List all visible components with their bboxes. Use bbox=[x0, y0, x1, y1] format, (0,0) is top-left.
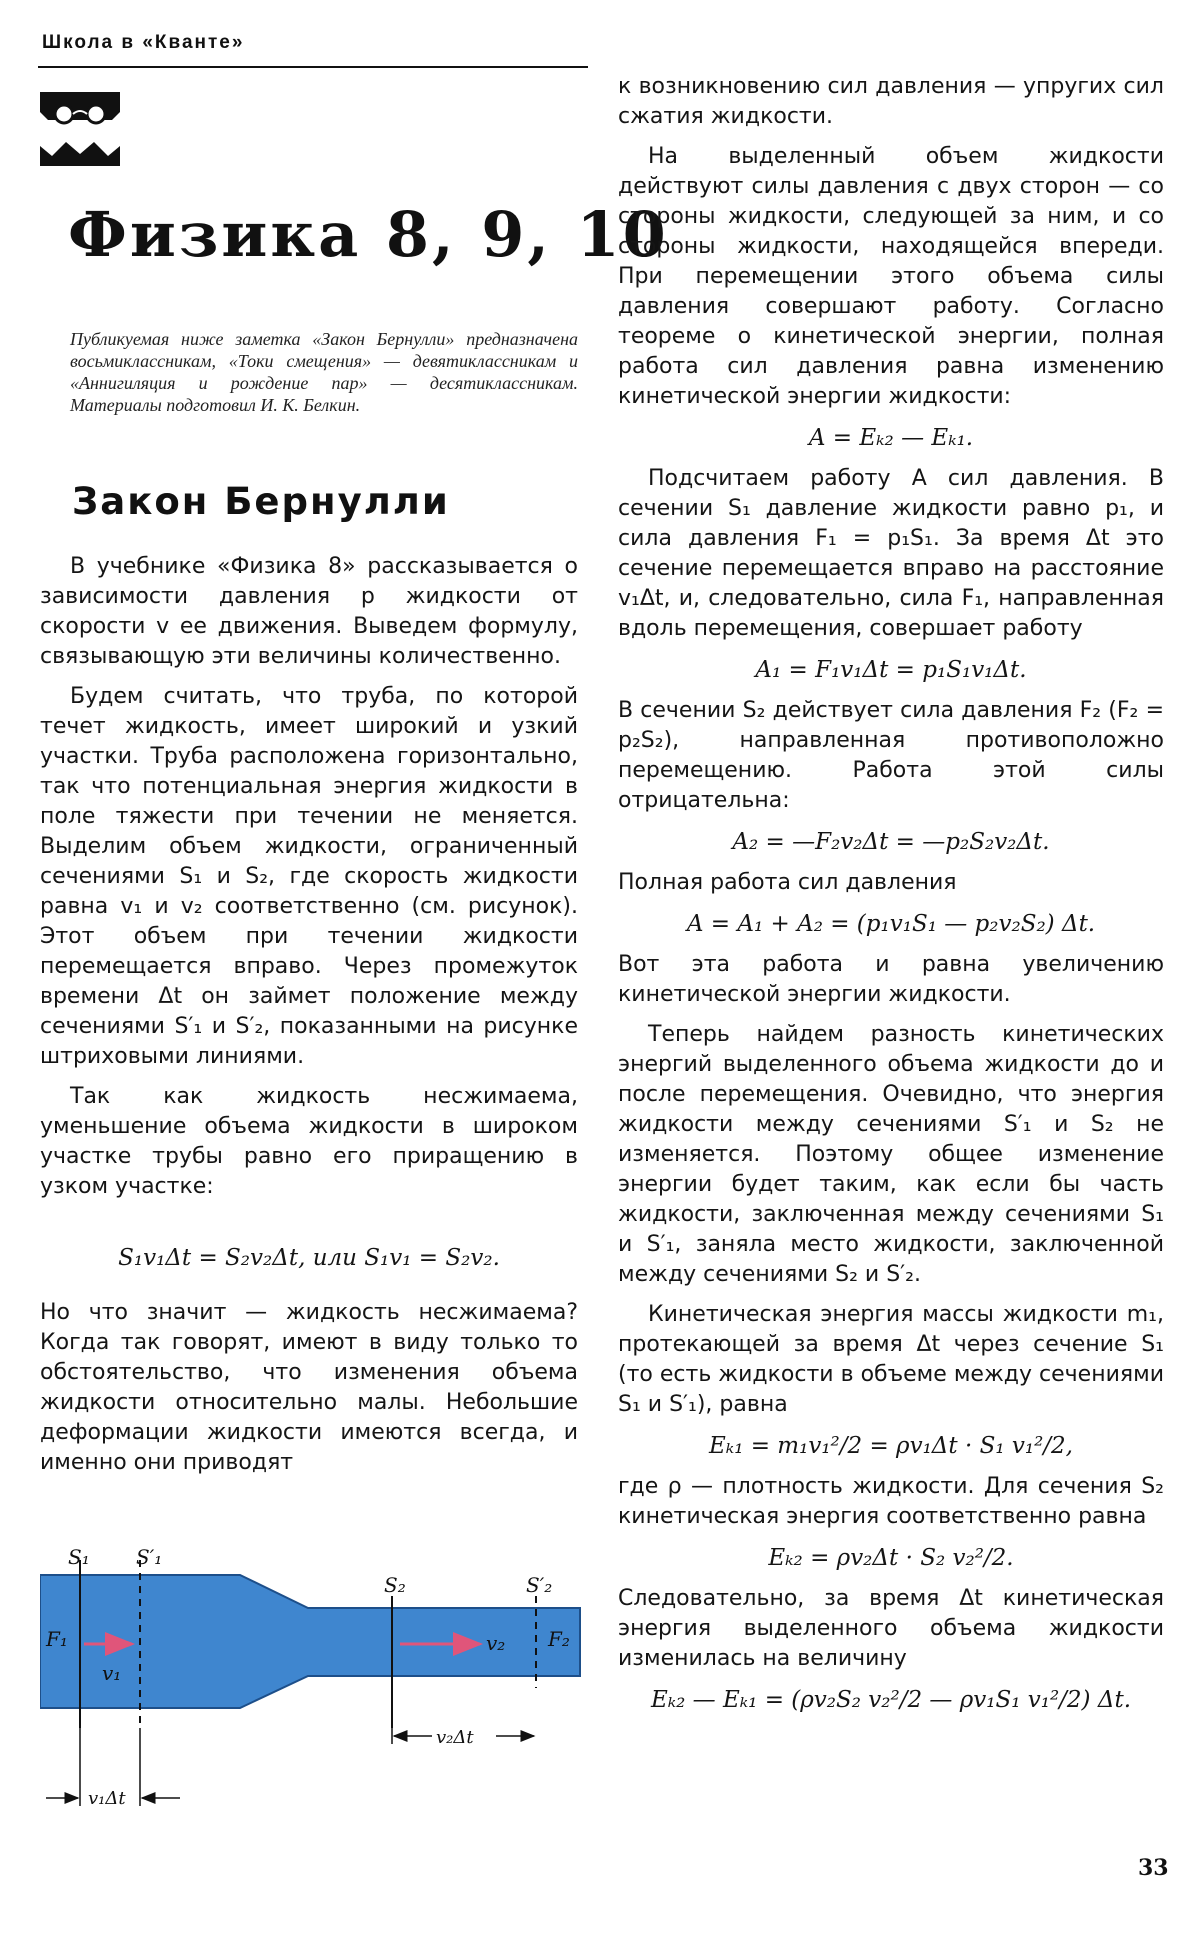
formula: Eₖ₁ = m₁v₁²/2 = ρv₁Δt · S₁ v₁²/2, bbox=[709, 1433, 1073, 1459]
label-v1dt: v₁Δt bbox=[88, 1788, 126, 1809]
glasses-logo-icon bbox=[40, 92, 120, 172]
intro-note: Публикуемая ниже заметка «Закон Бернулли» предназначена восьмиклассникам, «Токи смещения» — девятиклассникам и «Аннигиляция и рождение пар» — десятиклассникам. Материалы подготовил И. К. Белкин. bbox=[70, 329, 578, 415]
right-column bbox=[618, 72, 1164, 1726]
label-s2: S₂ bbox=[384, 1573, 406, 1597]
paragraph: Следовательно, за время Δt кинетическая энергия выделенного объема жидкости изменилась на величину bbox=[618, 1586, 1164, 1671]
section-title: Физика 8, 9, 10 bbox=[68, 198, 669, 271]
label-v2dt: v₂Δt bbox=[436, 1727, 474, 1748]
label-s1: S₁ bbox=[68, 1548, 90, 1569]
header-rule bbox=[38, 66, 588, 68]
paragraph: к возникновению сил давления — упругих сил сжатия жидкости. bbox=[618, 74, 1164, 129]
formula: A = Eₖ₂ — Eₖ₁. bbox=[808, 425, 974, 451]
page-number: 33 bbox=[1138, 1855, 1169, 1881]
bernoulli-pipe-diagram bbox=[40, 1548, 612, 1848]
paragraph: Полная работа сил давления bbox=[618, 870, 957, 895]
paragraph: Но что значит — жидкость несжимаема? Когда так говорят, имеют в виду только то обстоятельство, что изменения объема жидкости относительно малы. Небольшие деформации жидкости имеются всегда, и именно они приводят bbox=[40, 1300, 578, 1475]
paragraph: Теперь найдем разность кинетических энергий выделенного объема жидкости до и после перемещения. Очевидно, что энергия жидкости между сечениями S′₁ и S₂ не изменяется. Поэтому общее изменение энергии будет таким, как если бы часть жидкости, заключенная между сечениями S₁ и S′₁, заняла место жидкости, заключенной между сечениями S₂ и S′₂. bbox=[618, 1022, 1164, 1287]
paragraph: Кинетическая энергия массы жидкости m₁, протекающей за время Δt через сечение S₁ (то есть жидкости в объеме между сечениями S₁ и S′₁), равна bbox=[618, 1302, 1164, 1417]
label-f1: F₁ bbox=[46, 1627, 68, 1651]
paragraph: Так как жидкость несжимаема, уменьшение объема жидкости в широком участке трубы равно его приращению в узком участке: bbox=[40, 1084, 578, 1199]
label-v2: v₂ bbox=[486, 1631, 506, 1655]
running-header: Школа в «Кванте» bbox=[42, 32, 245, 53]
formula: A = A₁ + A₂ = (p₁v₁S₁ — p₂v₂S₂) Δt. bbox=[686, 911, 1096, 937]
label-s1-prime: S′₁ bbox=[136, 1548, 163, 1569]
paragraph: В сечении S₂ действует сила давления F₂ (F₂ = p₂S₂), направленная противоположно перемещению. Работа этой силы отрицательна: bbox=[618, 698, 1164, 813]
formula: A₂ = —F₂v₂Δt = —p₂S₂v₂Δt. bbox=[732, 829, 1050, 855]
label-v1: v₁ bbox=[102, 1661, 122, 1685]
formula: A₁ = F₁v₁Δt = p₁S₁v₁Δt. bbox=[755, 657, 1027, 683]
paragraph: Вот эта работа и равна увеличению кинетической энергии жидкости. bbox=[618, 952, 1164, 1007]
paragraph: Будем считать, что труба, по которой течет жидкость, имеет широкий и узкий участки. Труба расположена горизонтально, так что потенциальная энергия жидкости в поле тяжести при течении не меняется. Выделим объем жидкости, ограниченный сечениями S₁ и S₂, где скорость жидкости равна v₁ и v₂ соответственно (см. рисунок). Этот объем при течении жидкости перемещается вправо. Через промежуток времени Δt он займет положение между сечениями S′₁ и S′₂, показанными на рисунке штриховыми линиями. bbox=[40, 684, 578, 1069]
paragraph: Подсчитаем работу A сил давления. В сечении S₁ давление жидкости равно p₁, и сила давления F₁ = p₁S₁. За время Δt это сечение перемещается вправо на расстояние v₁Δt, и, следовательно, сила F₁, направленная вдоль перемещения, совершает работу bbox=[618, 466, 1164, 641]
formula: Eₖ₂ = ρv₂Δt · S₂ v₂²/2. bbox=[768, 1545, 1014, 1571]
article-title: Закон Бернулли bbox=[72, 480, 450, 523]
label-s2-prime: S′₂ bbox=[526, 1573, 553, 1597]
left-column bbox=[40, 552, 578, 1488]
formula: Eₖ₂ — Eₖ₁ = (ρv₂S₂ v₂²/2 — ρv₁S₁ v₁²/2) Δt. bbox=[650, 1687, 1132, 1713]
paragraph: В учебнике «Физика 8» рассказывается о зависимости давления p жидкости от скорости v ее движения. Выведем формулу, связывающую эти величины количественно. bbox=[40, 554, 578, 669]
paragraph: На выделенный объем жидкости действуют силы давления с двух сторон — со стороны жидкости, следующей за ним, и со стороны жидкости, находящейся впереди. При перемещении этого объема силы давления совершают работу. Согласно теореме о кинетической энергии, полная работа сил давления равна изменению кинетической энергии жидкости: bbox=[618, 144, 1164, 409]
formula: S₁v₁Δt = S₂v₂Δt, или S₁v₁ = S₂v₂. bbox=[118, 1245, 500, 1271]
paragraph: где ρ — плотность жидкости. Для сечения S₂ кинетическая энергия соответственно равна bbox=[618, 1474, 1164, 1529]
label-f2: F₂ bbox=[548, 1627, 570, 1651]
